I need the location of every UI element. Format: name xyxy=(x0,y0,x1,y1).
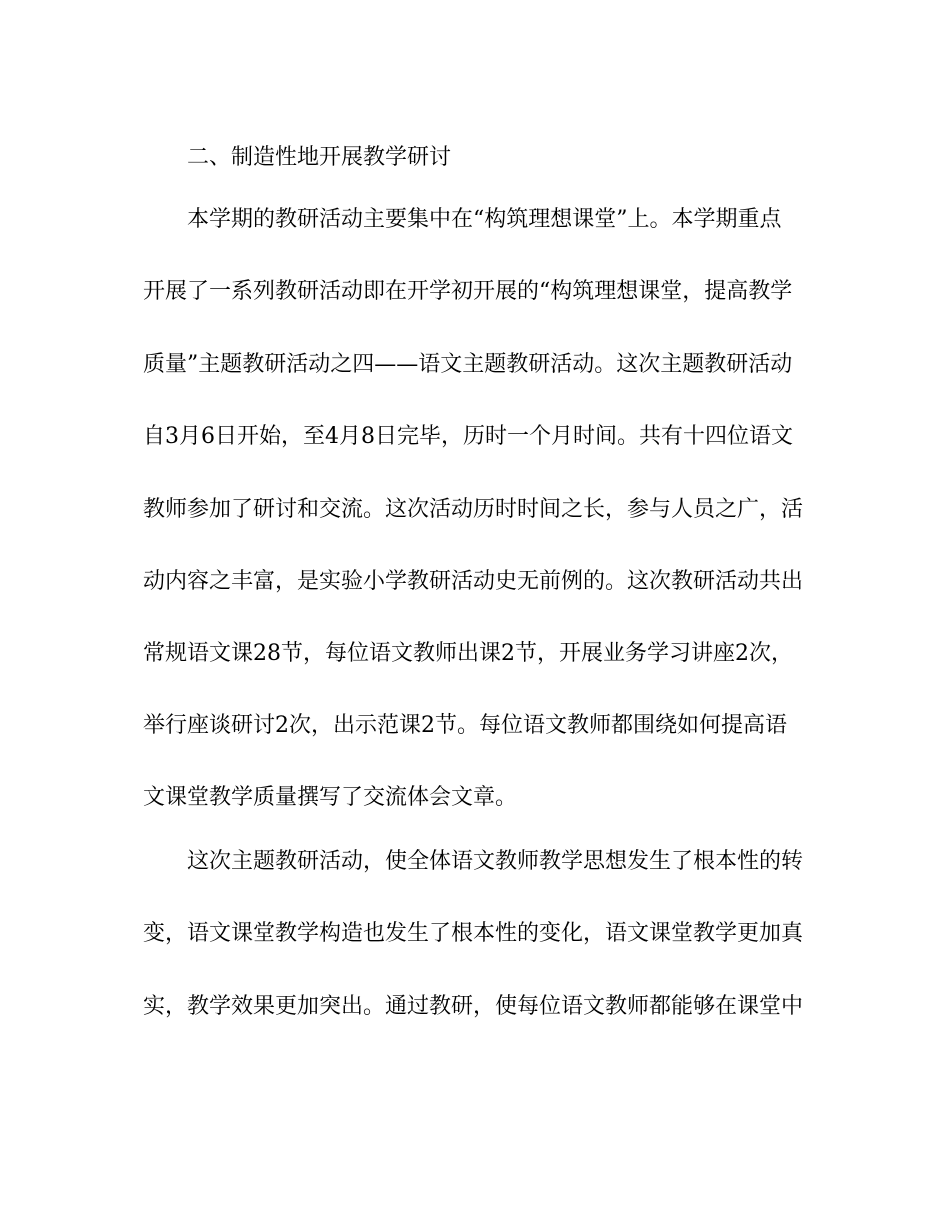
paragraph-line: 质量”主题教研活动之四——语文主题教研活动。这次主题教研活动 xyxy=(143,352,793,377)
paragraph-line: 实，教学效果更加突出。通过教研，使每位语文教师都能够在课堂中 xyxy=(143,994,804,1019)
paragraph-line: 开展了一系列教研活动即在开学初开展的“构筑理想课堂，提高教学 xyxy=(143,279,793,304)
paragraph-line: 变，语文课堂教学构造也发生了根本性的变化，语文课堂教学更加真 xyxy=(143,921,804,946)
paragraph-line: 教师参加了研讨和交流。这次活动历时时间之长，参与人员之广，活 xyxy=(143,497,804,522)
paragraph-line: 本学期的教研活动主要集中在“构筑理想课堂”上。本学期重点 xyxy=(187,207,782,232)
paragraph-line: 动内容之丰富，是实验小学教研活动史无前例的。这次教研活动共出 xyxy=(143,569,804,594)
paragraph-line: 文课堂教学质量撰写了交流体会文章。 xyxy=(143,785,518,810)
paragraph-line: 常规语文课28节，每位语文教师出课2节，开展业务学习讲座2次， xyxy=(143,641,793,666)
section-heading: 二、制造性地开展教学研讨 xyxy=(187,145,452,170)
paragraph-line: 自3月6日开始，至4月8日完毕，历时一个月时间。共有十四位语文 xyxy=(143,424,793,449)
paragraph-line: 举行座谈研讨2次，出示范课2节。每位语文教师都围绕如何提高语 xyxy=(143,713,787,738)
paragraph-line: 这次主题教研活动，使全体语文教师教学思想发生了根本性的转 xyxy=(187,849,804,874)
